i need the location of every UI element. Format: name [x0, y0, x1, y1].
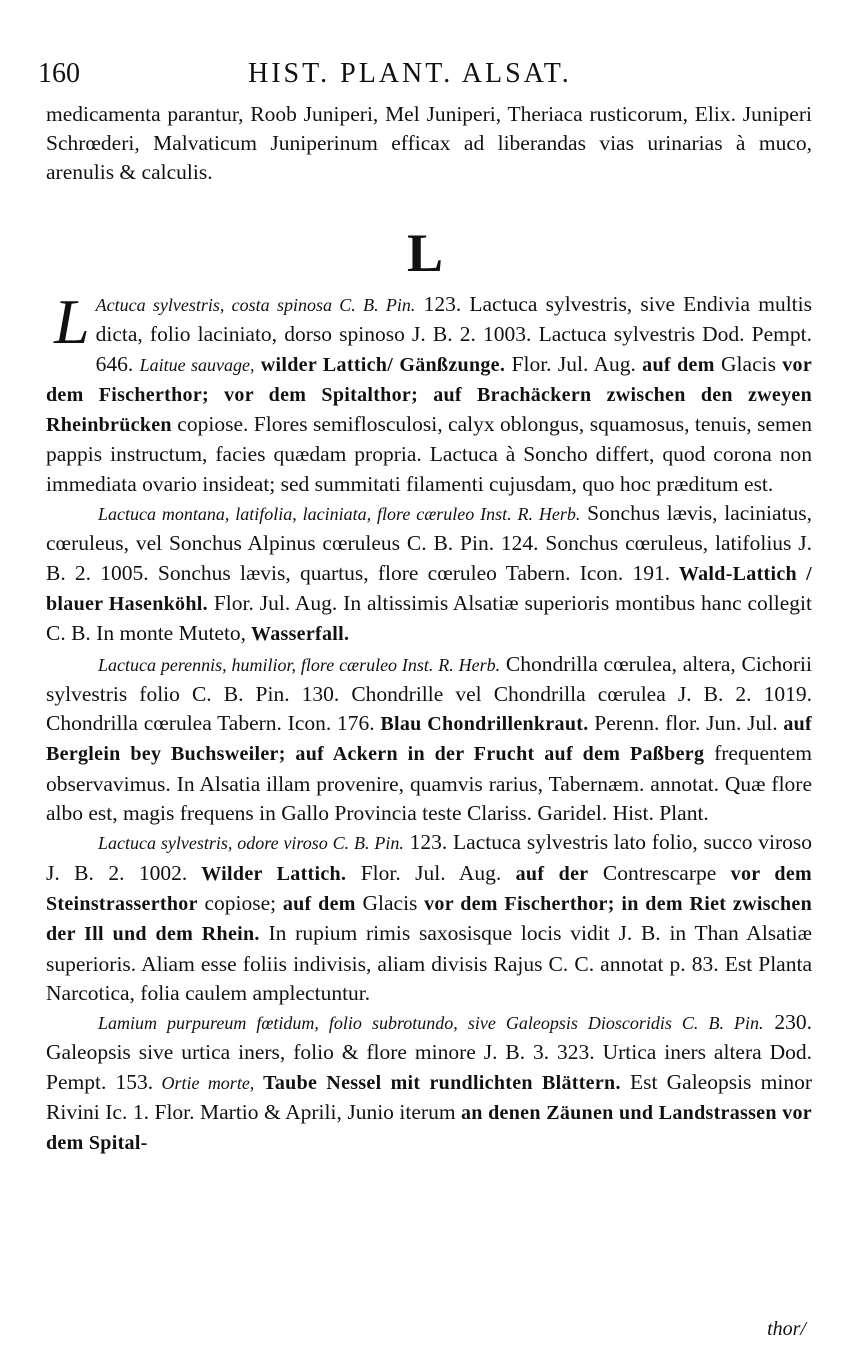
latin-text: Perenn. flor. Jun. Jul.: [588, 711, 778, 736]
german-vernacular-text: Wilder Lattich.: [187, 862, 347, 885]
german-vernacular-text: Wald-Lattich / blauer Hasenköhl.: [46, 562, 812, 615]
latin-text: copiose. Flores semiflosculosi, calyx oblongus, squamosus, tenuis, semen pappis instructum, facies quædam propria. Lactuca à Soncho differt, quod corona non immediata ovario insideat; sed summitati filamenti cujusdam, quo hoc præditum est.: [46, 412, 812, 496]
german-vernacular-text: wilder Lattich/ Gänßzunge.: [254, 353, 506, 376]
german-vernacular-text: auf Berglein bey Buchsweiler; auf Ackern in der Frucht auf dem Paßberg: [46, 713, 813, 766]
page-number: 160: [38, 58, 80, 89]
german-vernacular-text: auf dem: [276, 892, 356, 915]
drop-cap: L: [54, 286, 90, 357]
italic-reference: Lactuca sylvestris, odore viroso C. B. Pin.: [98, 833, 404, 854]
latin-text: 230. Galeopsis sive urtica iners, folio & flore minore J. B. 3. 323. Urtica iners altera Dod. Pempt. 153.: [46, 1010, 812, 1094]
plant-entry: [46, 1008, 812, 1158]
latin-text: Glacis: [714, 351, 776, 376]
latin-text: 123. Lactuca sylvestris lato folio, succo viroso J. B. 2. 1002.: [46, 830, 812, 885]
latin-text: Contrescarpe: [588, 860, 717, 885]
latin-text: Sonchus lævis, laciniatus, cœruleus, vel Sonchus Alpinus cœruleus C. B. Pin. 124. Sonchus cœruleus, latifolius J. B. 2. 1005. Sonchus lævis, quartus, flore cœruleo Tabern. Icon. 191.: [46, 501, 812, 585]
latin-text: Flor. Jul. Aug.: [346, 860, 502, 885]
german-vernacular-text: vor dem Fischerthor; in dem Riet zwischen der Ill und dem Rhein.: [46, 892, 812, 946]
italic-reference: Lactuca montana, latifolia, laciniata, flore cæruleo Inst. R. Herb.: [98, 504, 581, 525]
latin-text: Flor. Jul. Aug. In altissimis Alsatiæ superioris montibus hanc collegit C. B. In monte Muteto,: [46, 590, 812, 646]
italic-reference: Actuca sylvestris, costa spinosa C. B. Pin.: [95, 295, 416, 315]
latin-text: frequentem observavimus. In Alsatia illam provenire, quamvis rarius, Tabernæm. annotat. Quæ flore albo est, magis frequens in Gallo Provincia teste Clariss. Garidel. Hist. Plant.: [46, 741, 812, 826]
plant-entry: [46, 286, 812, 499]
latin-text: Est Galeopsis minor Rivini Ic. 1. Flor. Martio & Aprili, Junio iterum: [46, 1069, 812, 1125]
plant-entry: [46, 499, 812, 649]
italic-reference: Lactuca perennis, humilior, flore cæruleo Inst. R. Herb.: [98, 654, 501, 675]
section-letter: L: [406, 223, 444, 283]
plant-entry: [46, 828, 812, 1008]
plant-entry: [46, 650, 812, 829]
german-vernacular-text: Taube Nessel mit rundlichten Blättern.: [254, 1071, 621, 1094]
latin-text: In rupium rimis saxosisque locis vidit J. B. in Than Alsatiæ superioris. Aliam esse foliis indivisis, aliam divisis Rajus C. C. annotat p. 83. Est Planta Narcotica, folia caulem amplectuntur.: [46, 921, 812, 1005]
german-vernacular-text: auf dem: [635, 353, 715, 376]
catchword: thor/: [767, 1318, 806, 1340]
latin-text: Chondrilla cœrulea, altera, Cichorii sylvestris folio C. B. Pin. 130. Chondrille vel Chondrilla cœrulea J. B. 2. 1019. Chondrilla cœrulea Tabern. Icon. 176.: [46, 651, 812, 736]
italic-reference: Ortie morte,: [153, 1072, 255, 1093]
german-vernacular-text: an denen Zäunen und Landstrassen vor dem Spital-: [46, 1102, 812, 1155]
latin-text: Glacis: [355, 890, 418, 915]
german-vernacular-text: Blau Chondrillenkraut.: [374, 713, 589, 736]
latin-text: Flor. Jul. Aug.: [505, 351, 636, 376]
german-vernacular-text: vor dem Steinstrasserthor: [46, 862, 812, 915]
italic-reference: Laitue sauvage,: [139, 354, 255, 375]
running-header: [38, 58, 808, 92]
german-vernacular-text: auf der: [501, 862, 589, 885]
intro-paragraph: medicamenta parantur, Roob Juniperi, Mel Juniperi, Theriaca rusticorum, Elix. Juniperi Schrœderi, Malvaticum Juniperinum efficax ad liberandas vias urinarias à muco, arenulis & calculis.: [46, 102, 812, 184]
plant-entries: [46, 286, 813, 1159]
italic-reference: Lamium purpureum fœtidum, folio subrotundo, sive Galeopsis Dioscoridis C. B. Pin.: [98, 1013, 764, 1034]
german-vernacular-text: Wasserfall.: [246, 623, 350, 646]
german-vernacular-text: vor dem Fischerthor; vor dem Spitalthor; auf Brachäckern zwischen den zweyen Rheinbrücken: [46, 353, 812, 437]
latin-text: 123. Lactuca sylvestris, sive Endivia multis dicta, folio laciniato, dorso spinoso J. B. 2. 1003. Lactuca sylvestris Dod. Pempt. 646.: [95, 292, 812, 376]
running-title: HIST. PLANT. ALSAT.: [248, 58, 572, 89]
latin-text: copiose;: [197, 890, 277, 915]
